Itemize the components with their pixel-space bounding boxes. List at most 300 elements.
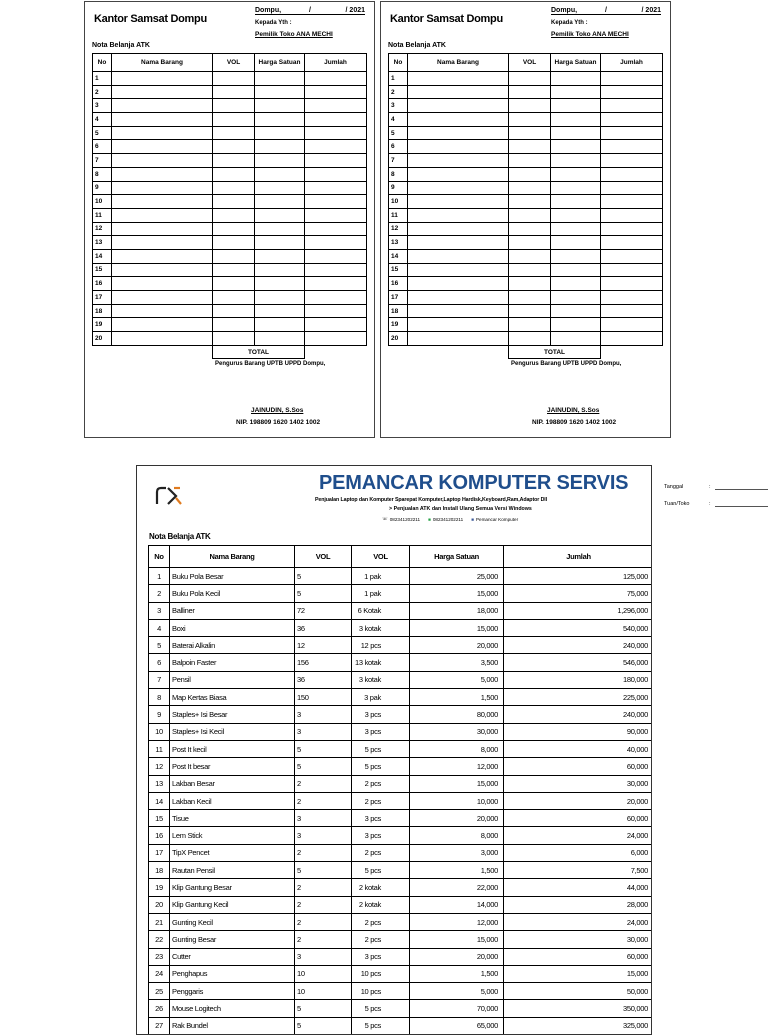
cell-jumlah: 20,000 xyxy=(504,792,653,809)
cell-no: 27 xyxy=(149,1017,170,1034)
empty-cell xyxy=(255,195,305,209)
row-number: 13 xyxy=(389,236,408,250)
table-row xyxy=(93,318,367,332)
signer-name: JAINUDIN, S.Sos xyxy=(547,407,600,414)
empty-cell xyxy=(213,304,255,318)
cell-vol: 36 xyxy=(295,619,352,636)
empty-cell xyxy=(213,140,255,154)
row-number: 14 xyxy=(389,249,408,263)
cell-vol: 2 xyxy=(295,792,352,809)
table-row xyxy=(149,810,653,827)
empty-cell xyxy=(601,222,663,236)
empty-cell xyxy=(112,236,213,250)
pemilik-label: Pemilik Toko ANA MECHI xyxy=(255,31,333,38)
cell-harga: 20,000 xyxy=(410,637,504,654)
table-row xyxy=(93,72,367,86)
empty-cell xyxy=(551,195,601,209)
table-row xyxy=(389,332,663,346)
cell-harga: 10,000 xyxy=(410,792,504,809)
empty-cell xyxy=(213,126,255,140)
cell-no: 7 xyxy=(149,671,170,688)
row-number: 11 xyxy=(389,208,408,222)
table-row xyxy=(389,167,663,181)
empty-cell xyxy=(213,195,255,209)
row-number: 8 xyxy=(93,167,112,181)
cell-vol: 5 xyxy=(295,758,352,775)
shop-contacts xyxy=(382,516,518,522)
empty-cell xyxy=(408,154,509,168)
empty-cell xyxy=(601,208,663,222)
empty-cell xyxy=(601,304,663,318)
top-rule xyxy=(136,465,652,466)
cell-harga: 8,000 xyxy=(410,740,504,757)
cell-satuan: 5 pcs xyxy=(352,740,410,757)
table-row xyxy=(389,195,663,209)
cell-vol: 2 xyxy=(295,844,352,861)
row-number: 16 xyxy=(389,277,408,291)
cell-no: 18 xyxy=(149,862,170,879)
cell-nama: Mouse Logitech xyxy=(170,1000,295,1017)
empty-cell xyxy=(601,277,663,291)
col-jumlah: Jumlah xyxy=(504,546,653,568)
table-row xyxy=(149,775,653,792)
empty-cell xyxy=(601,126,663,140)
row-number: 6 xyxy=(93,140,112,154)
empty-cell xyxy=(601,263,663,277)
table-row xyxy=(93,113,367,127)
empty-cell xyxy=(213,208,255,222)
cell-nama: Balliner xyxy=(170,602,295,619)
empty-cell xyxy=(601,140,663,154)
cell-nama: Lakban Besar xyxy=(170,775,295,792)
cell-no: 3 xyxy=(149,602,170,619)
table-row xyxy=(149,879,653,896)
empty-cell xyxy=(305,277,367,291)
table-row xyxy=(389,126,663,140)
empty-cell xyxy=(509,126,551,140)
cell-jumlah: 240,000 xyxy=(504,706,653,723)
row-number: 9 xyxy=(93,181,112,195)
empty-cell xyxy=(551,99,601,113)
empty-cell xyxy=(255,72,305,86)
empty-cell xyxy=(255,126,305,140)
row-number: 4 xyxy=(389,113,408,127)
table-row xyxy=(389,140,663,154)
table-row xyxy=(93,85,367,99)
cell-nama: Gunting Besar xyxy=(170,931,295,948)
cell-harga: 5,000 xyxy=(410,983,504,1000)
office-title: Kantor Samsat Dompu xyxy=(390,13,503,25)
empty-cell xyxy=(408,72,509,86)
cell-vol: 3 xyxy=(295,948,352,965)
cell-vol: 156 xyxy=(295,654,352,671)
side-fields xyxy=(664,473,768,507)
table-row xyxy=(389,318,663,332)
cell-no: 20 xyxy=(149,896,170,913)
nota-label: Nota Belanja ATK xyxy=(149,532,211,541)
table-row xyxy=(149,931,653,948)
empty-cell xyxy=(551,277,601,291)
cell-satuan: 3 pcs xyxy=(352,810,410,827)
table-row xyxy=(149,965,653,982)
table-row xyxy=(149,948,653,965)
tanggal-field: Tanggal : xyxy=(664,473,768,490)
cell-nama: Staples+ Isi Kecil xyxy=(170,723,295,740)
cell-harga: 1,500 xyxy=(410,689,504,706)
cell-satuan: 6 Kotak xyxy=(352,602,410,619)
cell-satuan: 3 kotak xyxy=(352,671,410,688)
row-number: 19 xyxy=(389,318,408,332)
cell-harga: 70,000 xyxy=(410,1000,504,1017)
contact-facebook: ■ Pemancar Komputer xyxy=(471,516,519,522)
cell-satuan: 3 pcs xyxy=(352,723,410,740)
cell-harga: 80,000 xyxy=(410,706,504,723)
cell-no: 2 xyxy=(149,585,170,602)
col-harga: Harga Satuan xyxy=(255,54,305,72)
row-number: 1 xyxy=(93,72,112,86)
cell-harga: 1,500 xyxy=(410,965,504,982)
blank-nota-left xyxy=(84,1,375,438)
empty-cell xyxy=(551,263,601,277)
cell-satuan: 3 pcs xyxy=(352,948,410,965)
empty-cell xyxy=(509,263,551,277)
table-row xyxy=(149,913,653,930)
cell-no: 15 xyxy=(149,810,170,827)
cell-vol: 5 xyxy=(295,1017,352,1034)
table-row xyxy=(93,181,367,195)
cell-satuan: 5 pcs xyxy=(352,758,410,775)
table-row xyxy=(389,263,663,277)
row-number: 17 xyxy=(389,291,408,305)
empty-cell xyxy=(408,208,509,222)
empty-cell xyxy=(601,154,663,168)
row-number: 3 xyxy=(93,99,112,113)
empty-cell xyxy=(551,236,601,250)
cell-jumlah: 240,000 xyxy=(504,637,653,654)
empty-cell xyxy=(255,113,305,127)
cell-vol: 5 xyxy=(295,585,352,602)
cell-vol: 2 xyxy=(295,913,352,930)
empty-cell xyxy=(509,140,551,154)
empty-cell xyxy=(213,154,255,168)
row-number: 6 xyxy=(389,140,408,154)
row-number: 20 xyxy=(389,332,408,346)
empty-cell xyxy=(255,249,305,263)
table-row xyxy=(149,862,653,879)
empty-cell xyxy=(305,263,367,277)
filled-nota-table xyxy=(148,545,652,1035)
cell-harga: 15,000 xyxy=(410,619,504,636)
cell-nama: Lakban Kecil xyxy=(170,792,295,809)
cell-jumlah: 540,000 xyxy=(504,619,653,636)
total-label: TOTAL xyxy=(509,345,601,359)
cell-no: 17 xyxy=(149,844,170,861)
table-row xyxy=(149,602,653,619)
empty-cell xyxy=(509,236,551,250)
col-vol: VOL xyxy=(295,546,352,568)
empty-cell xyxy=(408,318,509,332)
cell-jumlah: 75,000 xyxy=(504,585,653,602)
cell-no: 10 xyxy=(149,723,170,740)
empty-cell xyxy=(305,126,367,140)
empty-cell xyxy=(408,249,509,263)
cell-harga: 30,000 xyxy=(410,723,504,740)
cell-satuan: 5 pcs xyxy=(352,1017,410,1034)
empty-cell xyxy=(551,72,601,86)
cell-vol: 3 xyxy=(295,810,352,827)
cell-vol: 36 xyxy=(295,671,352,688)
empty-cell xyxy=(305,85,367,99)
cell-nama: Cutter xyxy=(170,948,295,965)
cell-no: 19 xyxy=(149,879,170,896)
shop-name: PEMANCAR KOMPUTER SERVIS xyxy=(319,472,629,494)
cell-nama: Post It kecil xyxy=(170,740,295,757)
empty-cell xyxy=(509,291,551,305)
cell-satuan: 5 pcs xyxy=(352,862,410,879)
pengurus-label: Pengurus Barang UPTB UPPD Dompu, xyxy=(511,361,622,367)
empty-cell xyxy=(112,195,213,209)
pk-logo-icon xyxy=(154,484,184,508)
cell-harga: 15,000 xyxy=(410,931,504,948)
table-row xyxy=(149,827,653,844)
blank-nota-table xyxy=(92,53,367,359)
table-row xyxy=(93,126,367,140)
cell-nama: Pensil xyxy=(170,671,295,688)
row-number: 5 xyxy=(389,126,408,140)
empty-cell xyxy=(305,167,367,181)
empty-cell xyxy=(255,291,305,305)
table-row xyxy=(149,758,653,775)
table-row xyxy=(93,332,367,346)
blank-nota-table xyxy=(388,53,663,359)
cell-satuan: 2 pcs xyxy=(352,792,410,809)
empty-cell xyxy=(601,195,663,209)
contact-whatsapp: ■ 082341202211 xyxy=(428,516,464,522)
row-number: 1 xyxy=(389,72,408,86)
empty-cell xyxy=(112,249,213,263)
cell-jumlah: 60,000 xyxy=(504,758,653,775)
row-number: 19 xyxy=(93,318,112,332)
empty-cell xyxy=(112,140,213,154)
col-jumlah: Jumlah xyxy=(601,54,663,72)
col-vol: VOL xyxy=(509,54,551,72)
empty-cell xyxy=(213,99,255,113)
cell-nama: Buku Pola Kecil xyxy=(170,585,295,602)
col-no: No xyxy=(149,546,170,568)
empty-cell xyxy=(551,222,601,236)
date-line: Dompu, / / 2021 xyxy=(255,7,365,14)
signer-nip: NIP. 198809 1620 1402 1002 xyxy=(236,419,321,426)
cell-jumlah: 60,000 xyxy=(504,810,653,827)
col-nama: Nama Barang xyxy=(170,546,295,568)
cell-no: 12 xyxy=(149,758,170,775)
cell-jumlah: 24,000 xyxy=(504,827,653,844)
col-no: No xyxy=(389,54,408,72)
col-jumlah: Jumlah xyxy=(305,54,367,72)
total-row xyxy=(389,345,663,359)
empty-cell xyxy=(255,318,305,332)
cell-no: 25 xyxy=(149,983,170,1000)
col-harga: Harga Satuan xyxy=(410,546,504,568)
empty-cell xyxy=(255,277,305,291)
table-row xyxy=(93,236,367,250)
cell-satuan: 5 pcs xyxy=(352,1000,410,1017)
col-nama: Nama Barang xyxy=(112,54,213,72)
row-number: 7 xyxy=(93,154,112,168)
cell-nama: Boxi xyxy=(170,619,295,636)
cell-nama: Gunting Kecil xyxy=(170,913,295,930)
empty-cell xyxy=(408,222,509,236)
empty-cell xyxy=(255,99,305,113)
row-number: 13 xyxy=(93,236,112,250)
empty-cell xyxy=(305,249,367,263)
cell-satuan: 1 pak xyxy=(352,585,410,602)
row-number: 4 xyxy=(93,113,112,127)
cell-satuan: 10 pcs xyxy=(352,983,410,1000)
table-row xyxy=(389,181,663,195)
cell-jumlah: 28,000 xyxy=(504,896,653,913)
cell-satuan: 3 kotak xyxy=(352,619,410,636)
cell-nama: Penghapus xyxy=(170,965,295,982)
empty-cell xyxy=(601,249,663,263)
cell-jumlah: 325,000 xyxy=(504,1017,653,1034)
empty-cell xyxy=(112,99,213,113)
empty-cell xyxy=(509,99,551,113)
cell-satuan: 13 kotak xyxy=(352,654,410,671)
table-row xyxy=(389,208,663,222)
table-row xyxy=(149,844,653,861)
empty-cell xyxy=(551,126,601,140)
cell-vol: 2 xyxy=(295,896,352,913)
signer-name: JAINUDIN, S.Sos xyxy=(251,407,304,414)
col-nama: Nama Barang xyxy=(408,54,509,72)
cell-satuan: 2 pcs xyxy=(352,913,410,930)
empty-cell xyxy=(112,291,213,305)
empty-cell xyxy=(551,181,601,195)
empty-cell xyxy=(601,167,663,181)
empty-cell xyxy=(213,249,255,263)
cell-no: 1 xyxy=(149,568,170,585)
table-row xyxy=(93,222,367,236)
empty-cell xyxy=(509,277,551,291)
table-row xyxy=(389,113,663,127)
empty-cell xyxy=(408,291,509,305)
empty-cell xyxy=(509,167,551,181)
empty-cell xyxy=(112,318,213,332)
table-row xyxy=(149,671,653,688)
cell-vol: 3 xyxy=(295,706,352,723)
table-row xyxy=(93,277,367,291)
table-row xyxy=(149,637,653,654)
cell-jumlah: 125,000 xyxy=(504,568,653,585)
row-number: 2 xyxy=(389,85,408,99)
empty-cell xyxy=(408,140,509,154)
empty-cell xyxy=(509,222,551,236)
cell-satuan: 2 pcs xyxy=(352,844,410,861)
empty-cell xyxy=(305,208,367,222)
cell-no: 24 xyxy=(149,965,170,982)
total-label: TOTAL xyxy=(213,345,305,359)
pemilik-label: Pemilik Toko ANA MECHI xyxy=(551,31,629,38)
cell-harga: 25,000 xyxy=(410,568,504,585)
table-row xyxy=(149,983,653,1000)
cell-jumlah: 50,000 xyxy=(504,983,653,1000)
cell-nama: Rautan Pensil xyxy=(170,862,295,879)
cell-no: 26 xyxy=(149,1000,170,1017)
row-number: 3 xyxy=(389,99,408,113)
empty-cell xyxy=(112,126,213,140)
cell-vol: 12 xyxy=(295,637,352,654)
cell-nama: Rak Bundel xyxy=(170,1017,295,1034)
empty-cell xyxy=(255,304,305,318)
cell-harga: 15,000 xyxy=(410,775,504,792)
empty-cell xyxy=(112,85,213,99)
cell-satuan: 2 kotak xyxy=(352,879,410,896)
empty-cell xyxy=(305,318,367,332)
empty-cell xyxy=(213,236,255,250)
empty-cell xyxy=(112,167,213,181)
empty-cell xyxy=(112,154,213,168)
empty-cell xyxy=(408,126,509,140)
row-number: 12 xyxy=(93,222,112,236)
filled-nota xyxy=(136,465,652,1035)
cell-jumlah: 546,000 xyxy=(504,654,653,671)
table-row xyxy=(389,277,663,291)
signer-nip: NIP. 198809 1620 1402 1002 xyxy=(532,419,617,426)
cell-harga: 65,000 xyxy=(410,1017,504,1034)
cell-nama: Klip Gantung Besar xyxy=(170,879,295,896)
empty-cell xyxy=(601,332,663,346)
row-number: 18 xyxy=(389,304,408,318)
table-row xyxy=(149,740,653,757)
blank-nota-right xyxy=(380,1,671,438)
empty-cell xyxy=(112,304,213,318)
cell-jumlah: 180,000 xyxy=(504,671,653,688)
empty-cell xyxy=(551,140,601,154)
cell-vol: 5 xyxy=(295,568,352,585)
cell-nama: Tisue xyxy=(170,810,295,827)
empty-cell xyxy=(305,236,367,250)
row-number: 11 xyxy=(93,208,112,222)
empty-cell xyxy=(255,154,305,168)
empty-cell xyxy=(213,85,255,99)
cell-no: 22 xyxy=(149,931,170,948)
table-row xyxy=(93,304,367,318)
empty-cell xyxy=(601,72,663,86)
empty-cell xyxy=(408,181,509,195)
empty-cell xyxy=(509,195,551,209)
row-number: 15 xyxy=(389,263,408,277)
cell-jumlah: 24,000 xyxy=(504,913,653,930)
cell-satuan: 3 pcs xyxy=(352,827,410,844)
row-number: 18 xyxy=(93,304,112,318)
table-row xyxy=(93,249,367,263)
cell-jumlah: 30,000 xyxy=(504,775,653,792)
empty-cell xyxy=(601,85,663,99)
kepada-label: Kepada Yth : xyxy=(551,20,588,26)
col-vol: VOL xyxy=(213,54,255,72)
office-title: Kantor Samsat Dompu xyxy=(94,13,207,25)
table-row xyxy=(93,195,367,209)
cell-harga: 1,500 xyxy=(410,862,504,879)
nota-label: Nota Belanja ATK xyxy=(388,42,446,49)
cell-harga: 20,000 xyxy=(410,810,504,827)
empty-cell xyxy=(112,72,213,86)
cell-nama: Map Kertas Biasa xyxy=(170,689,295,706)
facebook-icon: ■ xyxy=(471,516,474,522)
kepada-label: Kepada Yth : xyxy=(255,20,292,26)
empty-cell xyxy=(408,99,509,113)
